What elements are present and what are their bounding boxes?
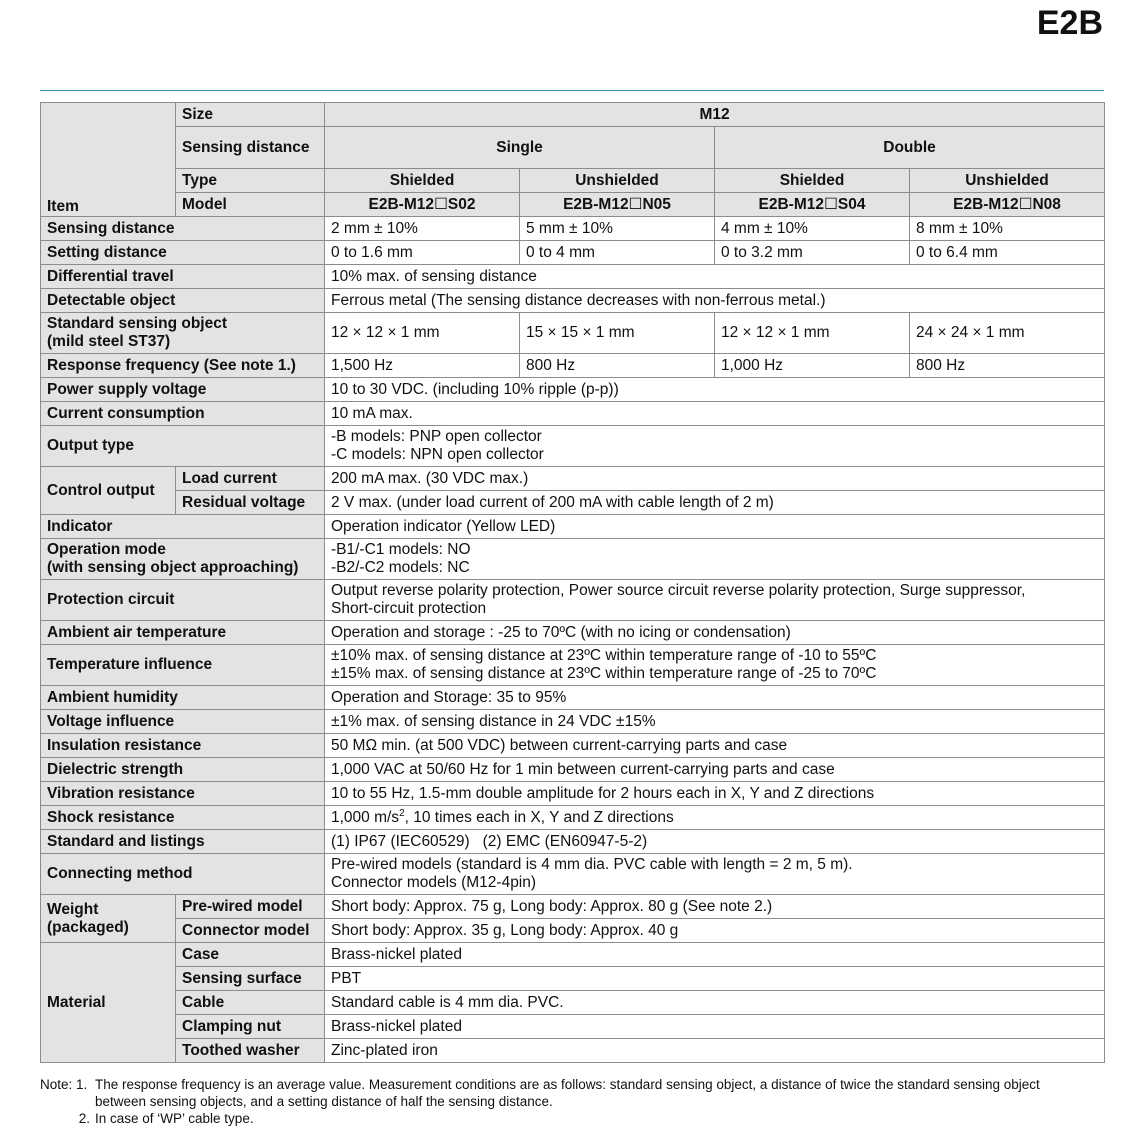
table-cell: [325, 426, 1105, 467]
table-row: [41, 539, 1105, 580]
table-cell: 12 × 12 × 1 mm: [715, 313, 910, 354]
cell-line: Pre-wired models (standard is 4 mm dia. PVC cable with length = 2 m, 5 m).: [331, 856, 853, 873]
row-label: Control output: [41, 467, 176, 515]
sub-label: Sensing surface: [176, 967, 325, 991]
sub-label: Residual voltage: [176, 491, 325, 515]
note-text: In case of ‘WP’ cable type.: [95, 1111, 254, 1126]
table-cell: 4 mm ± 10%: [715, 217, 910, 241]
table-row: [41, 854, 1105, 895]
table-row: [41, 645, 1105, 686]
table-row: [41, 580, 1105, 621]
row-label: Output type: [41, 426, 325, 467]
note-1: [40, 1076, 1110, 1093]
cell-text: , 10 times each in X, Y and Z directions: [404, 808, 674, 826]
header-rule: [40, 90, 1104, 91]
type-cell: Unshielded: [910, 169, 1105, 193]
row-label: Sensing distance: [41, 217, 325, 241]
single-header: Single: [325, 127, 715, 169]
row-label: Standard and listings: [41, 830, 325, 854]
cell-line: Output reverse polarity protection, Power source circuit reverse polarity protection, Surge suppressor,: [331, 582, 1026, 599]
table-cell: Zinc-plated iron: [325, 1039, 1105, 1063]
table-cell: [325, 806, 1105, 830]
sub-label: Case: [176, 943, 325, 967]
note-1-continued: [40, 1093, 1110, 1110]
table-cell: 2 V max. (under load current of 200 mA with cable length of 2 m): [325, 491, 1105, 515]
table-cell: 800 Hz: [910, 354, 1105, 378]
table-cell: 10 to 55 Hz, 1.5-mm double amplitude for 2 hours each in X, Y and Z directions: [325, 782, 1105, 806]
row-label: Shock resistance: [41, 806, 325, 830]
specifications-table: [40, 102, 1105, 1063]
table-cell: 800 Hz: [520, 354, 715, 378]
row-label: Differential travel: [41, 265, 325, 289]
table-cell: 15 × 15 × 1 mm: [520, 313, 715, 354]
table-cell: 8 mm ± 10%: [910, 217, 1105, 241]
row-label: Material: [41, 943, 176, 1063]
table-cell: 0 to 6.4 mm: [910, 241, 1105, 265]
cell-line: -B models: PNP open collector: [331, 428, 542, 445]
double-header: Double: [715, 127, 1105, 169]
sub-label: Cable: [176, 991, 325, 1015]
table-cell: Operation and storage : -25 to 70ºC (with no icing or condensation): [325, 621, 1105, 645]
table-cell: 10% max. of sensing distance: [325, 265, 1105, 289]
row-label: Current consumption: [41, 402, 325, 426]
table-cell: [325, 854, 1105, 895]
table-row: [41, 686, 1105, 710]
table-cell: Operation and Storage: 35 to 95%: [325, 686, 1105, 710]
table-row: [41, 895, 1105, 919]
cell-line: -B1/-C1 models: NO: [331, 541, 471, 558]
brand-title: E2B: [1036, 4, 1103, 42]
row-label: Vibration resistance: [41, 782, 325, 806]
note-2: [40, 1110, 1110, 1127]
row-label-line: Standard sensing object: [47, 315, 228, 332]
model-cell: E2B-M12☐N05: [520, 193, 715, 217]
row-label-line: Weight: [47, 900, 99, 918]
model-cell: E2B-M12☐S04: [715, 193, 910, 217]
table-cell: ±1% max. of sensing distance in 24 VDC ±15%: [325, 710, 1105, 734]
table-row: [41, 265, 1105, 289]
sub-label: Load current: [176, 467, 325, 491]
table-row: [41, 169, 1105, 193]
table-cell: 5 mm ± 10%: [520, 217, 715, 241]
table-cell: (1) IP67 (IEC60529) (2) EMC (EN60947-5-2): [325, 830, 1105, 854]
table-row: [41, 919, 1105, 943]
table-cell: 1,000 Hz: [715, 354, 910, 378]
row-label: Response frequency (See note 1.): [41, 354, 325, 378]
note-text: between sensing objects, and a setting distance of half the sensing distance.: [95, 1094, 553, 1109]
row-label: [41, 313, 325, 354]
sub-label: Pre-wired model: [176, 895, 325, 919]
row-label-line: (with sensing object approaching): [47, 559, 299, 576]
row-label: Voltage influence: [41, 710, 325, 734]
table-row: [41, 103, 1105, 127]
table-cell: 1,000 VAC at 50/60 Hz for 1 min between current-carrying parts and case: [325, 758, 1105, 782]
row-label: Detectable object: [41, 289, 325, 313]
superscript: 2: [399, 807, 405, 819]
table-cell: PBT: [325, 967, 1105, 991]
table-cell: Short body: Approx. 75 g, Long body: Approx. 80 g (See note 2.): [325, 895, 1105, 919]
table-row: [41, 127, 1105, 169]
type-cell: Shielded: [325, 169, 520, 193]
table-row: [41, 806, 1105, 830]
row-label: Ambient air temperature: [41, 621, 325, 645]
table-cell: Brass-nickel plated: [325, 943, 1105, 967]
table-row: [41, 1039, 1105, 1063]
cell-line: Short-circuit protection: [331, 600, 487, 617]
table-row: [41, 967, 1105, 991]
table-cell: 24 × 24 × 1 mm: [910, 313, 1105, 354]
type-cell: Unshielded: [520, 169, 715, 193]
table-row: [41, 241, 1105, 265]
table-row: [41, 491, 1105, 515]
table-row: [41, 758, 1105, 782]
cell-line: Connector models (M12-4pin): [331, 874, 537, 891]
table-row: [41, 515, 1105, 539]
table-row: [41, 782, 1105, 806]
item-header: Item: [41, 103, 176, 217]
table-cell: [325, 580, 1105, 621]
model-label: Model: [176, 193, 325, 217]
table-row: [41, 426, 1105, 467]
table-cell: Short body: Approx. 35 g, Long body: Approx. 40 g: [325, 919, 1105, 943]
table-cell: 10 to 30 VDC. (including 10% ripple (p-p)): [325, 378, 1105, 402]
row-label: Protection circuit: [41, 580, 325, 621]
row-label: Indicator: [41, 515, 325, 539]
table-row: [41, 734, 1105, 758]
size-value: M12: [325, 103, 1105, 127]
row-label: Insulation resistance: [41, 734, 325, 758]
table-row: [41, 217, 1105, 241]
cell-text: 1,000 m/s: [331, 808, 400, 826]
table-row: [41, 354, 1105, 378]
type-cell: Shielded: [715, 169, 910, 193]
type-label: Type: [176, 169, 325, 193]
table-cell: 2 mm ± 10%: [325, 217, 520, 241]
row-label: Power supply voltage: [41, 378, 325, 402]
cell-line: -C models: NPN open collector: [331, 446, 544, 463]
table-cell: 12 × 12 × 1 mm: [325, 313, 520, 354]
table-row: [41, 943, 1105, 967]
model-cell: E2B-M12☐N08: [910, 193, 1105, 217]
row-label-line: (packaged): [47, 918, 129, 936]
row-label: Dielectric strength: [41, 758, 325, 782]
model-cell: E2B-M12☐S02: [325, 193, 520, 217]
table-cell: 0 to 1.6 mm: [325, 241, 520, 265]
table-row: [41, 1015, 1105, 1039]
table-row: [41, 289, 1105, 313]
table-row: [41, 830, 1105, 854]
row-label: [41, 895, 176, 943]
row-label: [41, 539, 325, 580]
table-row: [41, 621, 1105, 645]
table-cell: Operation indicator (Yellow LED): [325, 515, 1105, 539]
note-text: The response frequency is an average value. Measurement conditions are as follows: standard sensing object, a distance of twice the standard sensing object: [95, 1077, 1040, 1092]
table-cell: 0 to 3.2 mm: [715, 241, 910, 265]
row-label: Connecting method: [41, 854, 325, 895]
sensing-distance-label: Sensing distance: [176, 127, 325, 169]
table-cell: [325, 645, 1105, 686]
table-row: [41, 710, 1105, 734]
row-label-line: (mild steel ST37): [47, 333, 171, 350]
table-cell: Brass-nickel plated: [325, 1015, 1105, 1039]
table-cell: 50 MΩ min. (at 500 VDC) between current-carrying parts and case: [325, 734, 1105, 758]
table-row: [41, 467, 1105, 491]
row-label: Setting distance: [41, 241, 325, 265]
table-row: [41, 313, 1105, 354]
cell-line: -B2/-C2 models: NC: [331, 559, 470, 576]
sub-label: Clamping nut: [176, 1015, 325, 1039]
table-cell: 1,500 Hz: [325, 354, 520, 378]
table-row: [41, 991, 1105, 1015]
row-label: Temperature influence: [41, 645, 325, 686]
table-cell: [325, 539, 1105, 580]
size-label: Size: [176, 103, 325, 127]
footnotes: [40, 1076, 1110, 1127]
table-row: [41, 193, 1105, 217]
cell-line: ±15% max. of sensing distance at 23ºC within temperature range of -25 to 70ºC: [331, 665, 877, 682]
table-cell: 10 mA max.: [325, 402, 1105, 426]
table-cell: Ferrous metal (The sensing distance decreases with non-ferrous metal.): [325, 289, 1105, 313]
row-label: Ambient humidity: [41, 686, 325, 710]
sub-label: Toothed washer: [176, 1039, 325, 1063]
table-cell: 0 to 4 mm: [520, 241, 715, 265]
table-row: [41, 378, 1105, 402]
row-label-line: Operation mode: [47, 541, 166, 558]
cell-line: ±10% max. of sensing distance at 23ºC within temperature range of -10 to 55ºC: [331, 647, 877, 664]
sub-label: Connector model: [176, 919, 325, 943]
note-prefix: 2.: [78, 1111, 90, 1126]
table-cell: 200 mA max. (30 VDC max.): [325, 467, 1105, 491]
table-cell: Standard cable is 4 mm dia. PVC.: [325, 991, 1105, 1015]
table-row: [41, 402, 1105, 426]
note-prefix: Note: 1.: [40, 1077, 88, 1092]
